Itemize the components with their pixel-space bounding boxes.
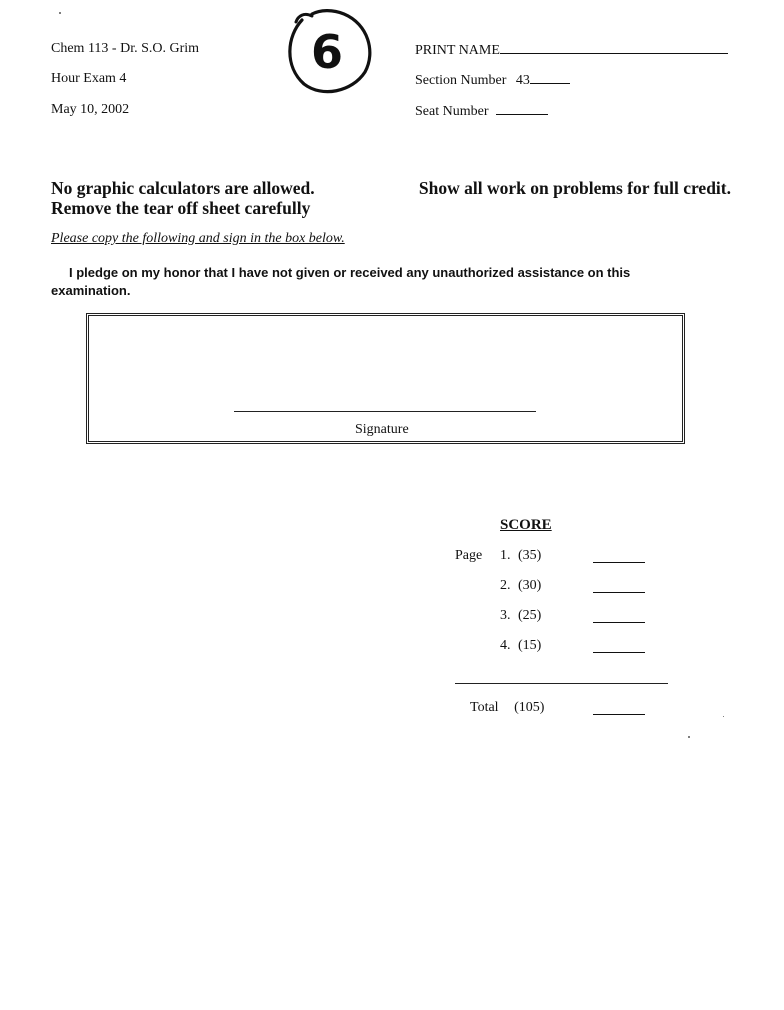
score-row-points: (25) [518, 608, 542, 623]
scan-speck [723, 716, 724, 717]
seat-number-row [415, 102, 548, 120]
course-title: Chem 113 - Dr. S.O. Grim [51, 41, 200, 56]
score-row-number: 2. [500, 578, 511, 593]
tear-off-instruction: Remove the tear off sheet carefully [51, 198, 311, 218]
score-blank-3[interactable] [593, 609, 645, 623]
signature-line [234, 411, 536, 412]
calculator-instruction: No graphic calculators are allowed. [51, 178, 315, 198]
pledge-line-1: I pledge on my honor that I have not given or received any unauthorized assistance on this [69, 265, 631, 280]
handwritten-number: 6 [310, 25, 344, 79]
total-blank[interactable] [593, 701, 645, 715]
total-row [470, 700, 544, 716]
section-number-row [415, 71, 570, 89]
total-label: Total [470, 700, 499, 715]
score-row-4 [500, 638, 541, 654]
section-number-field[interactable] [530, 71, 570, 84]
score-row-number: 3. [500, 608, 511, 623]
scan-speck [59, 12, 61, 14]
honor-pledge [51, 264, 731, 300]
handwritten-circled-number [282, 6, 372, 94]
score-row-points: (35) [518, 548, 542, 563]
score-blank-2[interactable] [593, 579, 645, 593]
exam-date: May 10, 2002 [51, 102, 130, 117]
exam-instructions [51, 178, 731, 218]
score-row-1 [500, 548, 541, 564]
score-row-number: 1. [500, 548, 511, 563]
seat-number-field[interactable] [496, 102, 548, 115]
signature-label: Signature [355, 422, 409, 437]
score-row-points: (15) [518, 638, 542, 653]
total-divider [455, 683, 668, 684]
score-row-number: 4. [500, 638, 511, 653]
exam-title: Hour Exam 4 [51, 71, 127, 86]
scan-speck [688, 736, 690, 738]
show-work-instruction: Show all work on problems for full credit. [418, 178, 731, 198]
section-number-value: 43 [515, 73, 530, 88]
print-name-row [415, 41, 728, 59]
score-blank-4[interactable] [593, 639, 645, 653]
print-name-field[interactable] [500, 41, 728, 54]
section-number-label: Section Number [415, 73, 507, 88]
seat-number-label: Seat Number [415, 104, 489, 119]
print-name-label: PRINT NAME [415, 43, 500, 58]
total-points: (105) [514, 700, 545, 715]
score-row-3 [500, 608, 541, 624]
score-row-points: (30) [518, 578, 542, 593]
score-title: SCORE [500, 517, 552, 533]
score-blank-1[interactable] [593, 549, 645, 563]
copy-note: Please copy the following and sign in the box below. [51, 231, 345, 246]
page-label: Page [455, 548, 483, 563]
pledge-line-2: examination. [51, 283, 131, 298]
score-row-2 [500, 578, 541, 594]
